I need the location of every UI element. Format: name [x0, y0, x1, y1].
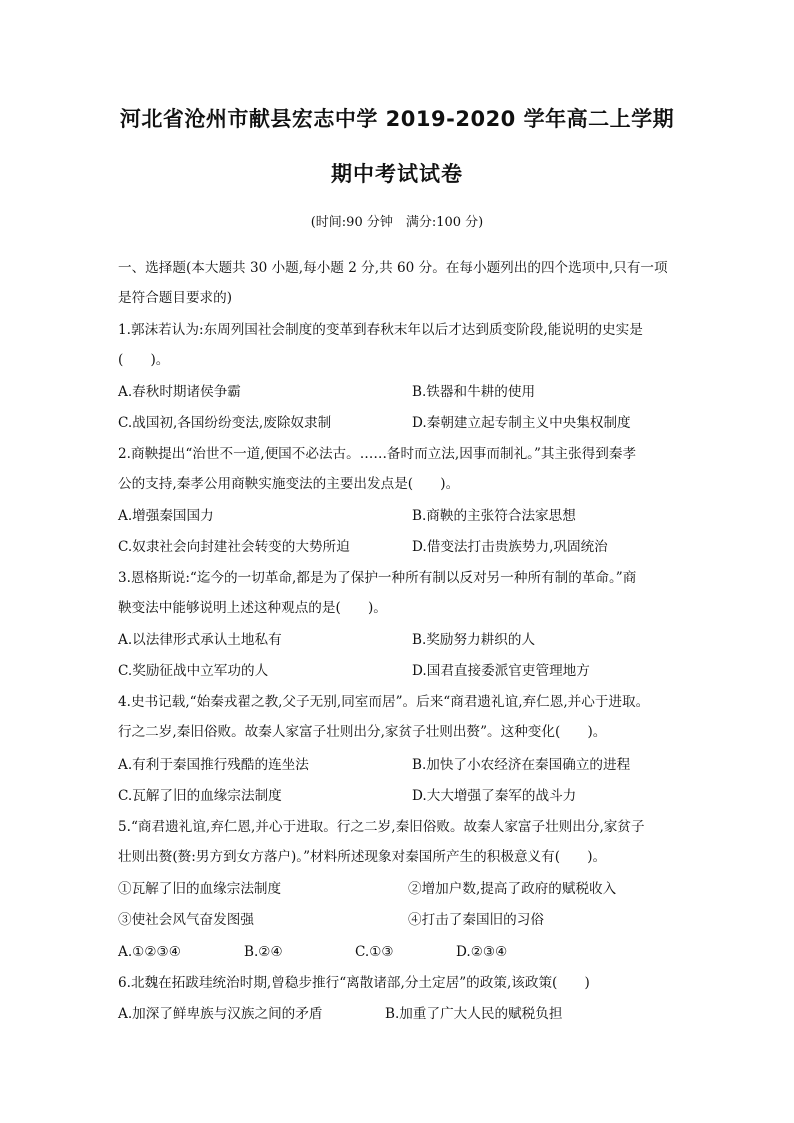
- question-5-option-d: D.②③④: [456, 944, 508, 960]
- question-1-option-b: B.铁器和牛耕的使用: [412, 384, 536, 400]
- question-1-option-d: D.秦朝建立起专制主义中央集权制度: [412, 415, 631, 431]
- question-1-stem-cont: ( )。: [118, 352, 170, 368]
- question-3-stem-cont: 鞅变法中能够说明上述这种观点的是( )。: [118, 600, 387, 616]
- question-1-option-c: C.战国初,各国纷纷变法,废除奴隶制: [118, 415, 332, 431]
- question-1-option-a: A.春秋时期诸侯争霸: [118, 384, 241, 400]
- question-2-stem-cont: 公的支持,秦孝公用商鞅实施变法的主要出发点是( )。: [118, 476, 460, 492]
- question-4-option-c: C.瓦解了旧的血缘宗法制度: [118, 788, 282, 804]
- question-3-option-b: B.奖励努力耕织的人: [412, 632, 536, 648]
- question-3-option-d: D.国君直接委派官吏管理地方: [412, 663, 590, 679]
- question-3-option-a: A.以法律形式承认土地私有: [118, 632, 282, 648]
- question-6-option-b: B.加重了广大人民的赋税负担: [385, 1006, 563, 1022]
- question-5-item-4: ④打击了秦国旧的习俗: [408, 912, 544, 928]
- section-instruction: 一、选择题(本大题共 30 小题,每小题 2 分,共 60 分。在每小题列出的四个选项中,只有一项: [118, 260, 668, 276]
- question-5-option-a: A.①②③④: [118, 944, 181, 960]
- question-1-stem: 1.郭沫若认为:东周列国社会制度的变革到春秋末年以后才达到质变阶段,能说明的史实是: [118, 322, 643, 338]
- question-5-item-2: ②增加户数,提高了政府的赋税收入: [408, 881, 617, 897]
- question-4-option-d: D.大大增强了秦军的战斗力: [412, 788, 577, 804]
- section-instruction-cont: 是符合题目要求的): [118, 290, 233, 306]
- question-3-stem: 3.恩格斯说:“迄今的一切革命,都是为了保护一种所有制以反对另一种所有制的革命。”商: [118, 570, 637, 586]
- question-5-stem-cont: 壮则出赘(赘:男方到女方落户)。”材料所述现象对秦国所产生的积极意义有( )。: [118, 849, 607, 865]
- question-4-option-a: A.有利于秦国推行残酷的连坐法: [118, 757, 309, 773]
- exam-subtitle: 期中考试试卷: [331, 162, 463, 186]
- question-6-option-a: A.加深了鲜卑族与汉族之间的矛盾: [118, 1006, 323, 1022]
- question-5-item-3: ③使社会风气奋发图强: [118, 912, 254, 928]
- question-5-stem: 5.“商君遗礼谊,弃仁恩,并心于进取。行之二岁,秦旧俗败。故秦人家富子壮则出分,家贫子: [118, 819, 645, 835]
- question-2-option-c: C.奴隶社会向封建社会转变的大势所迫: [118, 539, 350, 555]
- question-4-option-b: B.加快了小农经济在秦国确立的进程: [412, 757, 631, 773]
- question-4-stem: 4.史书记载,“始秦戎翟之教,父子无别,同室而居”。后来“商君遗礼谊,弃仁恩,并心于进取。: [118, 694, 650, 710]
- question-3-option-c: C.奖励征战中立军功的人: [118, 663, 269, 679]
- exam-title: 河北省沧州市献县宏志中学 2019-2020 学年高二上学期: [119, 107, 675, 131]
- question-2-option-a: A.增强秦国国力: [118, 508, 214, 524]
- exam-meta: (时间:90 分钟 满分:100 分): [310, 215, 484, 230]
- question-2-option-d: D.借变法打击贵族势力,巩固统治: [412, 539, 608, 555]
- question-5-option-c: C.①③: [355, 944, 394, 960]
- question-4-stem-cont: 行之二岁,秦旧俗败。故秦人家富子壮则出分,家贫子壮则出赘”。这种变化( )。: [118, 724, 607, 740]
- question-2-stem: 2.商鞅提出“治世不一道,便国不必法古。……备时而立法,因事而制礼。”其主张得到秦孝: [118, 446, 637, 462]
- question-6-stem: 6.北魏在拓跋珪统治时期,曾稳步推行“离散诸部,分土定居”的政策,该政策( ): [118, 975, 590, 991]
- question-5-option-b: B.②④: [244, 944, 283, 960]
- question-2-option-b: B.商鞅的主张符合法家思想: [412, 508, 576, 524]
- question-5-item-1: ①瓦解了旧的血缘宗法制度: [118, 881, 282, 897]
